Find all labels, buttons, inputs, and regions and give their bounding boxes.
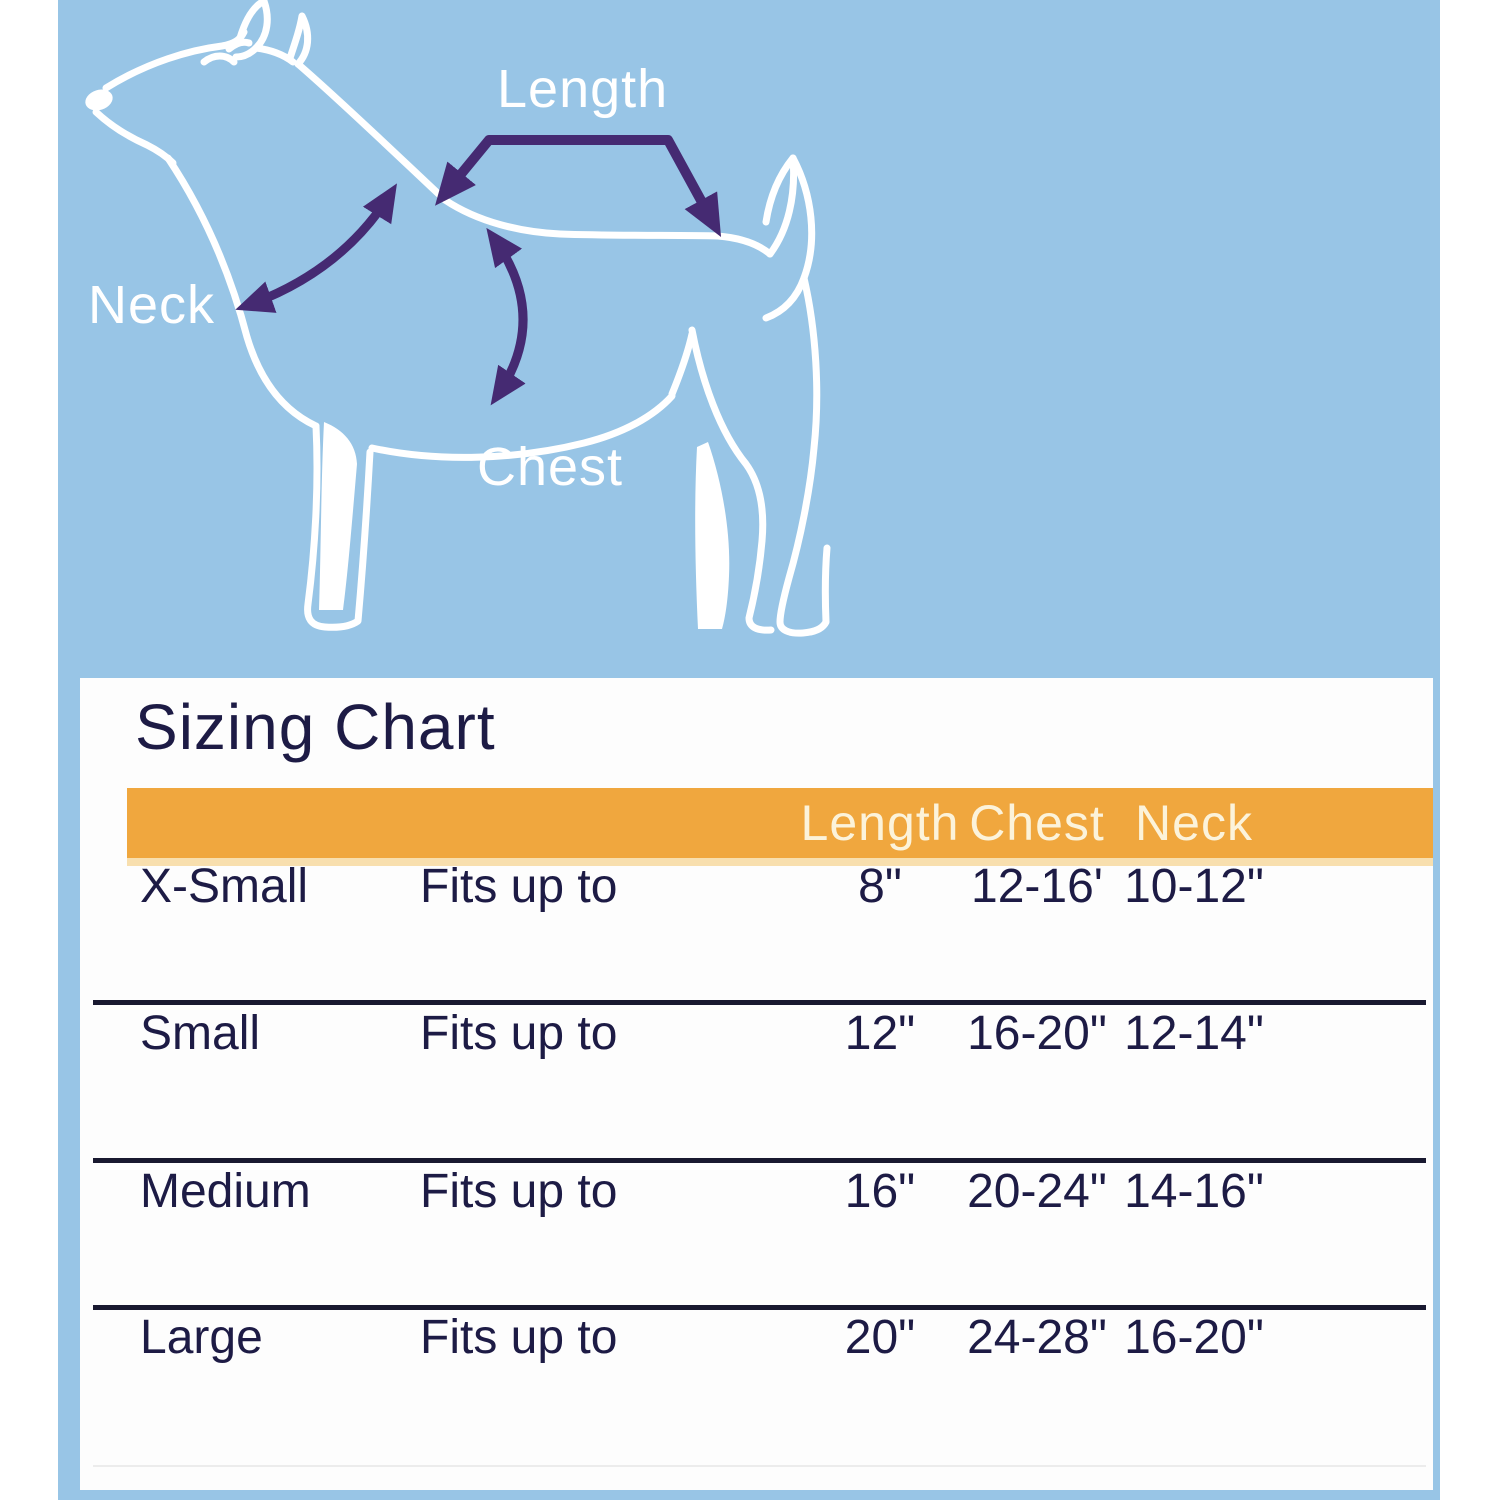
dog-nose (83, 86, 116, 114)
size-label: Small (140, 1007, 261, 1060)
chest-value: 12-16' (971, 860, 1103, 913)
dog-ear-far (290, 16, 308, 64)
neck-value: 10-12" (1124, 860, 1264, 913)
neck-value: 14-16" (1124, 1165, 1264, 1218)
fits-label: Fits up to (420, 1007, 618, 1060)
fits-label: Fits up to (420, 1165, 618, 1218)
row-separator (93, 1158, 1426, 1163)
table-row (80, 1311, 1433, 1364)
chest-arrow-icon (493, 237, 523, 396)
measurement-arrows (246, 140, 715, 396)
size-label: X-Small (140, 860, 309, 913)
neck-value: 12-14" (1124, 1007, 1264, 1060)
dog-measurement-diagram (58, 0, 1440, 678)
chest-value: 20-24" (967, 1165, 1107, 1218)
column-header-chest: Chest (969, 795, 1105, 851)
length-value: 12" (844, 1007, 916, 1060)
page-title: Sizing Chart (135, 691, 496, 763)
length-arrow-icon (443, 140, 715, 226)
table-header-bar (127, 788, 1433, 866)
dog-tail (766, 158, 794, 254)
dog-far-front-leg (319, 422, 357, 610)
table-row (80, 1165, 1433, 1218)
dog-far-hind-leg (695, 442, 729, 629)
column-header-neck: Neck (1135, 795, 1253, 851)
neck-arrow-icon (246, 193, 391, 306)
fits-label: Fits up to (420, 860, 618, 913)
size-label: Large (140, 1311, 263, 1364)
chest-value: 16-20" (967, 1007, 1107, 1060)
table-row (80, 1007, 1433, 1060)
length-value: 8" (858, 860, 902, 913)
fits-label: Fits up to (420, 1311, 618, 1364)
row-separator (93, 1305, 1426, 1310)
sizing-table-panel (80, 678, 1433, 1490)
chest-value: 24-28" (967, 1311, 1107, 1364)
column-header-length: Length (800, 795, 960, 851)
length-value: 16" (844, 1165, 916, 1218)
length-value: 20" (844, 1311, 916, 1364)
chest-label: Chest (477, 437, 624, 497)
table-row (80, 860, 1433, 913)
length-label: Length (497, 59, 669, 119)
dog-mouth (96, 112, 173, 163)
size-label: Medium (140, 1165, 311, 1218)
neck-value: 16-20" (1124, 1311, 1264, 1364)
faint-bottom-line (93, 1465, 1426, 1467)
neck-label: Neck (88, 275, 216, 335)
row-separator (93, 1000, 1426, 1005)
dog-hind-leg (780, 278, 827, 633)
